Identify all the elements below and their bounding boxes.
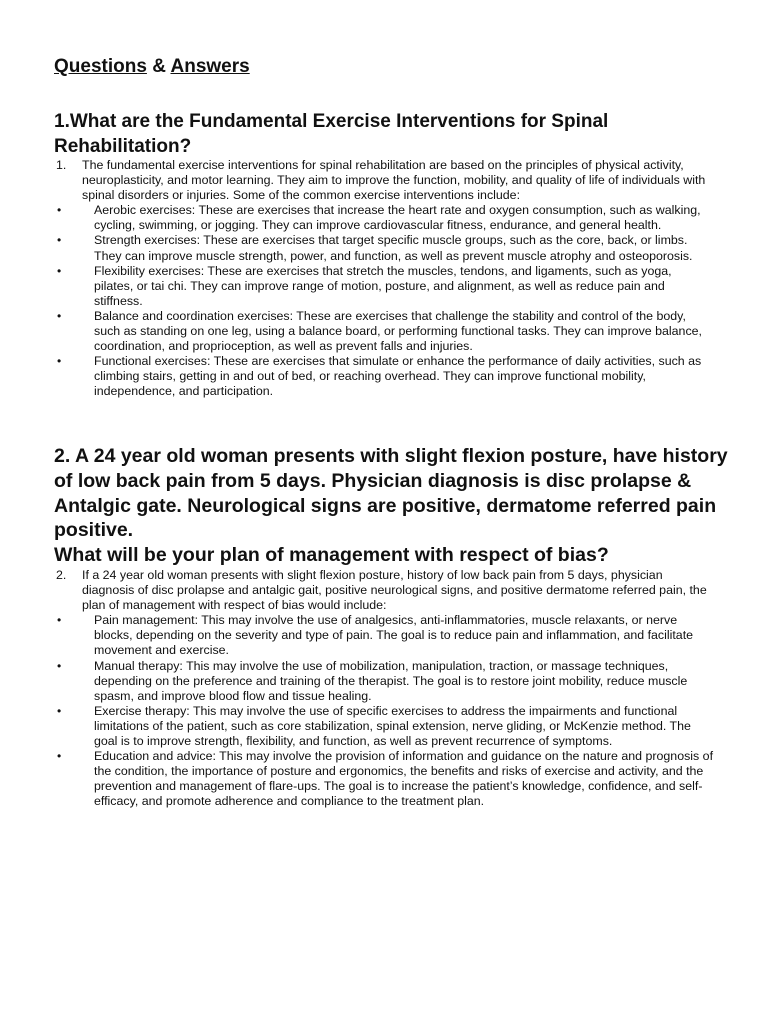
list-item-text: Pain management: This may involve the use of analgesics, anti-inflammatories, muscle relaxants, or nerve blocks, depending on the severity and type of pain. The goal is to reduce pain and inflammation, and facilitate movement and exercise. bbox=[94, 613, 694, 658]
answer-1-intro-text: The fundamental exercise interventions for spinal rehabilitation are based on the principles of physical activity, neuroplasticity, and motor learning. They aim to improve the function, mobility, and quality of life of individuals with spinal disorders or injuries. Some of the common exercise interventions include: bbox=[82, 158, 706, 203]
list-item-text: Exercise therapy: This may involve the use of specific exercises to address the impairments and functional limitations of the patient, such as core stabilization, spinal extension, nerve gliding, or McKenzie method. The goal is to improve strength, flexibility, and function, as well as prevent recurrence of symptoms. bbox=[94, 703, 691, 749]
list-item-text: Manual therapy: This may involve the use of mobilization, manipulation, traction, or massage techniques, depending on the preference and training of the therapist. The goal is to restore joint mobility, reduce muscle spasm, and improve blood flow and tissue healing. bbox=[94, 658, 688, 703]
list-item-text: Strength exercises: These are exercises that target specific muscle groups, such as the core, back, or limbs. They can improve muscle strength, power, and function, as well as prevent muscle atrophy and osteoporosis. bbox=[94, 233, 693, 263]
bullet-marker: • bbox=[57, 613, 62, 628]
bullet-marker: • bbox=[57, 203, 62, 218]
title-answers: Answers bbox=[170, 56, 250, 77]
answer-1 bbox=[54, 158, 714, 400]
list-item-text: Balance and coordination exercises: These are exercises that challenge the stability and control of the body, such as standing on one leg, using a balance board, or performing functional tasks. They can improve balance, coordination, and proprioception, as well as prevent falls and injuries. bbox=[94, 308, 702, 354]
answer-2-intro bbox=[54, 568, 714, 613]
list-item-text: Aerobic exercises: These are exercises that increase the heart rate and oxygen consumption, such as walking, cycling, swimming, or jogging. They can improve cardiovascular fitness, endurance, and general health. bbox=[94, 203, 701, 233]
list-item bbox=[54, 233, 714, 263]
question-2-subheading: What will be your plan of management with respect of bias? bbox=[54, 544, 609, 567]
number-marker: 1. bbox=[56, 158, 67, 172]
question-2-heading-block bbox=[54, 444, 734, 568]
bullet-marker: • bbox=[57, 354, 62, 369]
bullet-marker: • bbox=[57, 703, 62, 718]
document-title bbox=[54, 56, 250, 78]
list-item bbox=[54, 659, 714, 704]
list-item bbox=[54, 203, 714, 233]
list-item-text: Education and advice: This may involve the provision of information and guidance on the nature and prognosis of the condition, the importance of posture and ergonomics, the benefits and risks of exercise and activity, and the prevention and management of flare-ups. The goal is to increase the patient’s knowledge, confidence, and self-efficacy, and promote adherence and compliance to the treatment plan. bbox=[94, 749, 714, 809]
bullet-marker: • bbox=[57, 749, 62, 764]
list-item bbox=[54, 704, 714, 749]
bullet-marker: • bbox=[57, 658, 62, 673]
bullet-marker: • bbox=[57, 233, 62, 248]
question-1-heading: 1.What are the Fundamental Exercise Interventions for Spinal Rehabilitation? bbox=[54, 111, 609, 157]
list-item bbox=[54, 749, 714, 809]
number-marker: 2. bbox=[56, 568, 67, 582]
list-item bbox=[54, 309, 714, 354]
list-item bbox=[54, 354, 714, 399]
title-ampersand: & bbox=[152, 56, 166, 77]
list-item-text: Functional exercises: These are exercises that simulate or enhance the performance of daily activities, such as climbing stairs, getting in and out of bed, or reaching overhead. They can improve functional mobility, independence, and participation. bbox=[94, 354, 702, 399]
answer-2 bbox=[54, 568, 714, 810]
question-2-heading: 2. A 24 year old woman presents with slight flexion posture, have history of low back pain from 5 days. Physician diagnosis is disc prolapse & Antalgic gate. Neurological signs are positive, dermatome referred pain positive. bbox=[54, 445, 728, 542]
bullet-marker: • bbox=[57, 263, 62, 278]
answer-1-intro bbox=[54, 158, 714, 203]
list-item bbox=[54, 613, 714, 658]
list-item bbox=[54, 264, 714, 309]
title-questions: Questions bbox=[54, 56, 147, 77]
answer-2-intro-text: If a 24 year old woman presents with slight flexion posture, history of low back pain from 5 days, physician diagnosis of disc prolapse and antalgic gait, positive neurological signs, and positive dermatome referred pain, the plan of management with respect of bias would include: bbox=[82, 568, 707, 613]
bullet-marker: • bbox=[57, 308, 62, 323]
list-item-text: Flexibility exercises: These are exercises that stretch the muscles, tendons, and ligaments, such as yoga, pilates, or tai chi. They can improve range of motion, posture, and alignment, as well as reduce pain and stiffness. bbox=[94, 263, 672, 308]
